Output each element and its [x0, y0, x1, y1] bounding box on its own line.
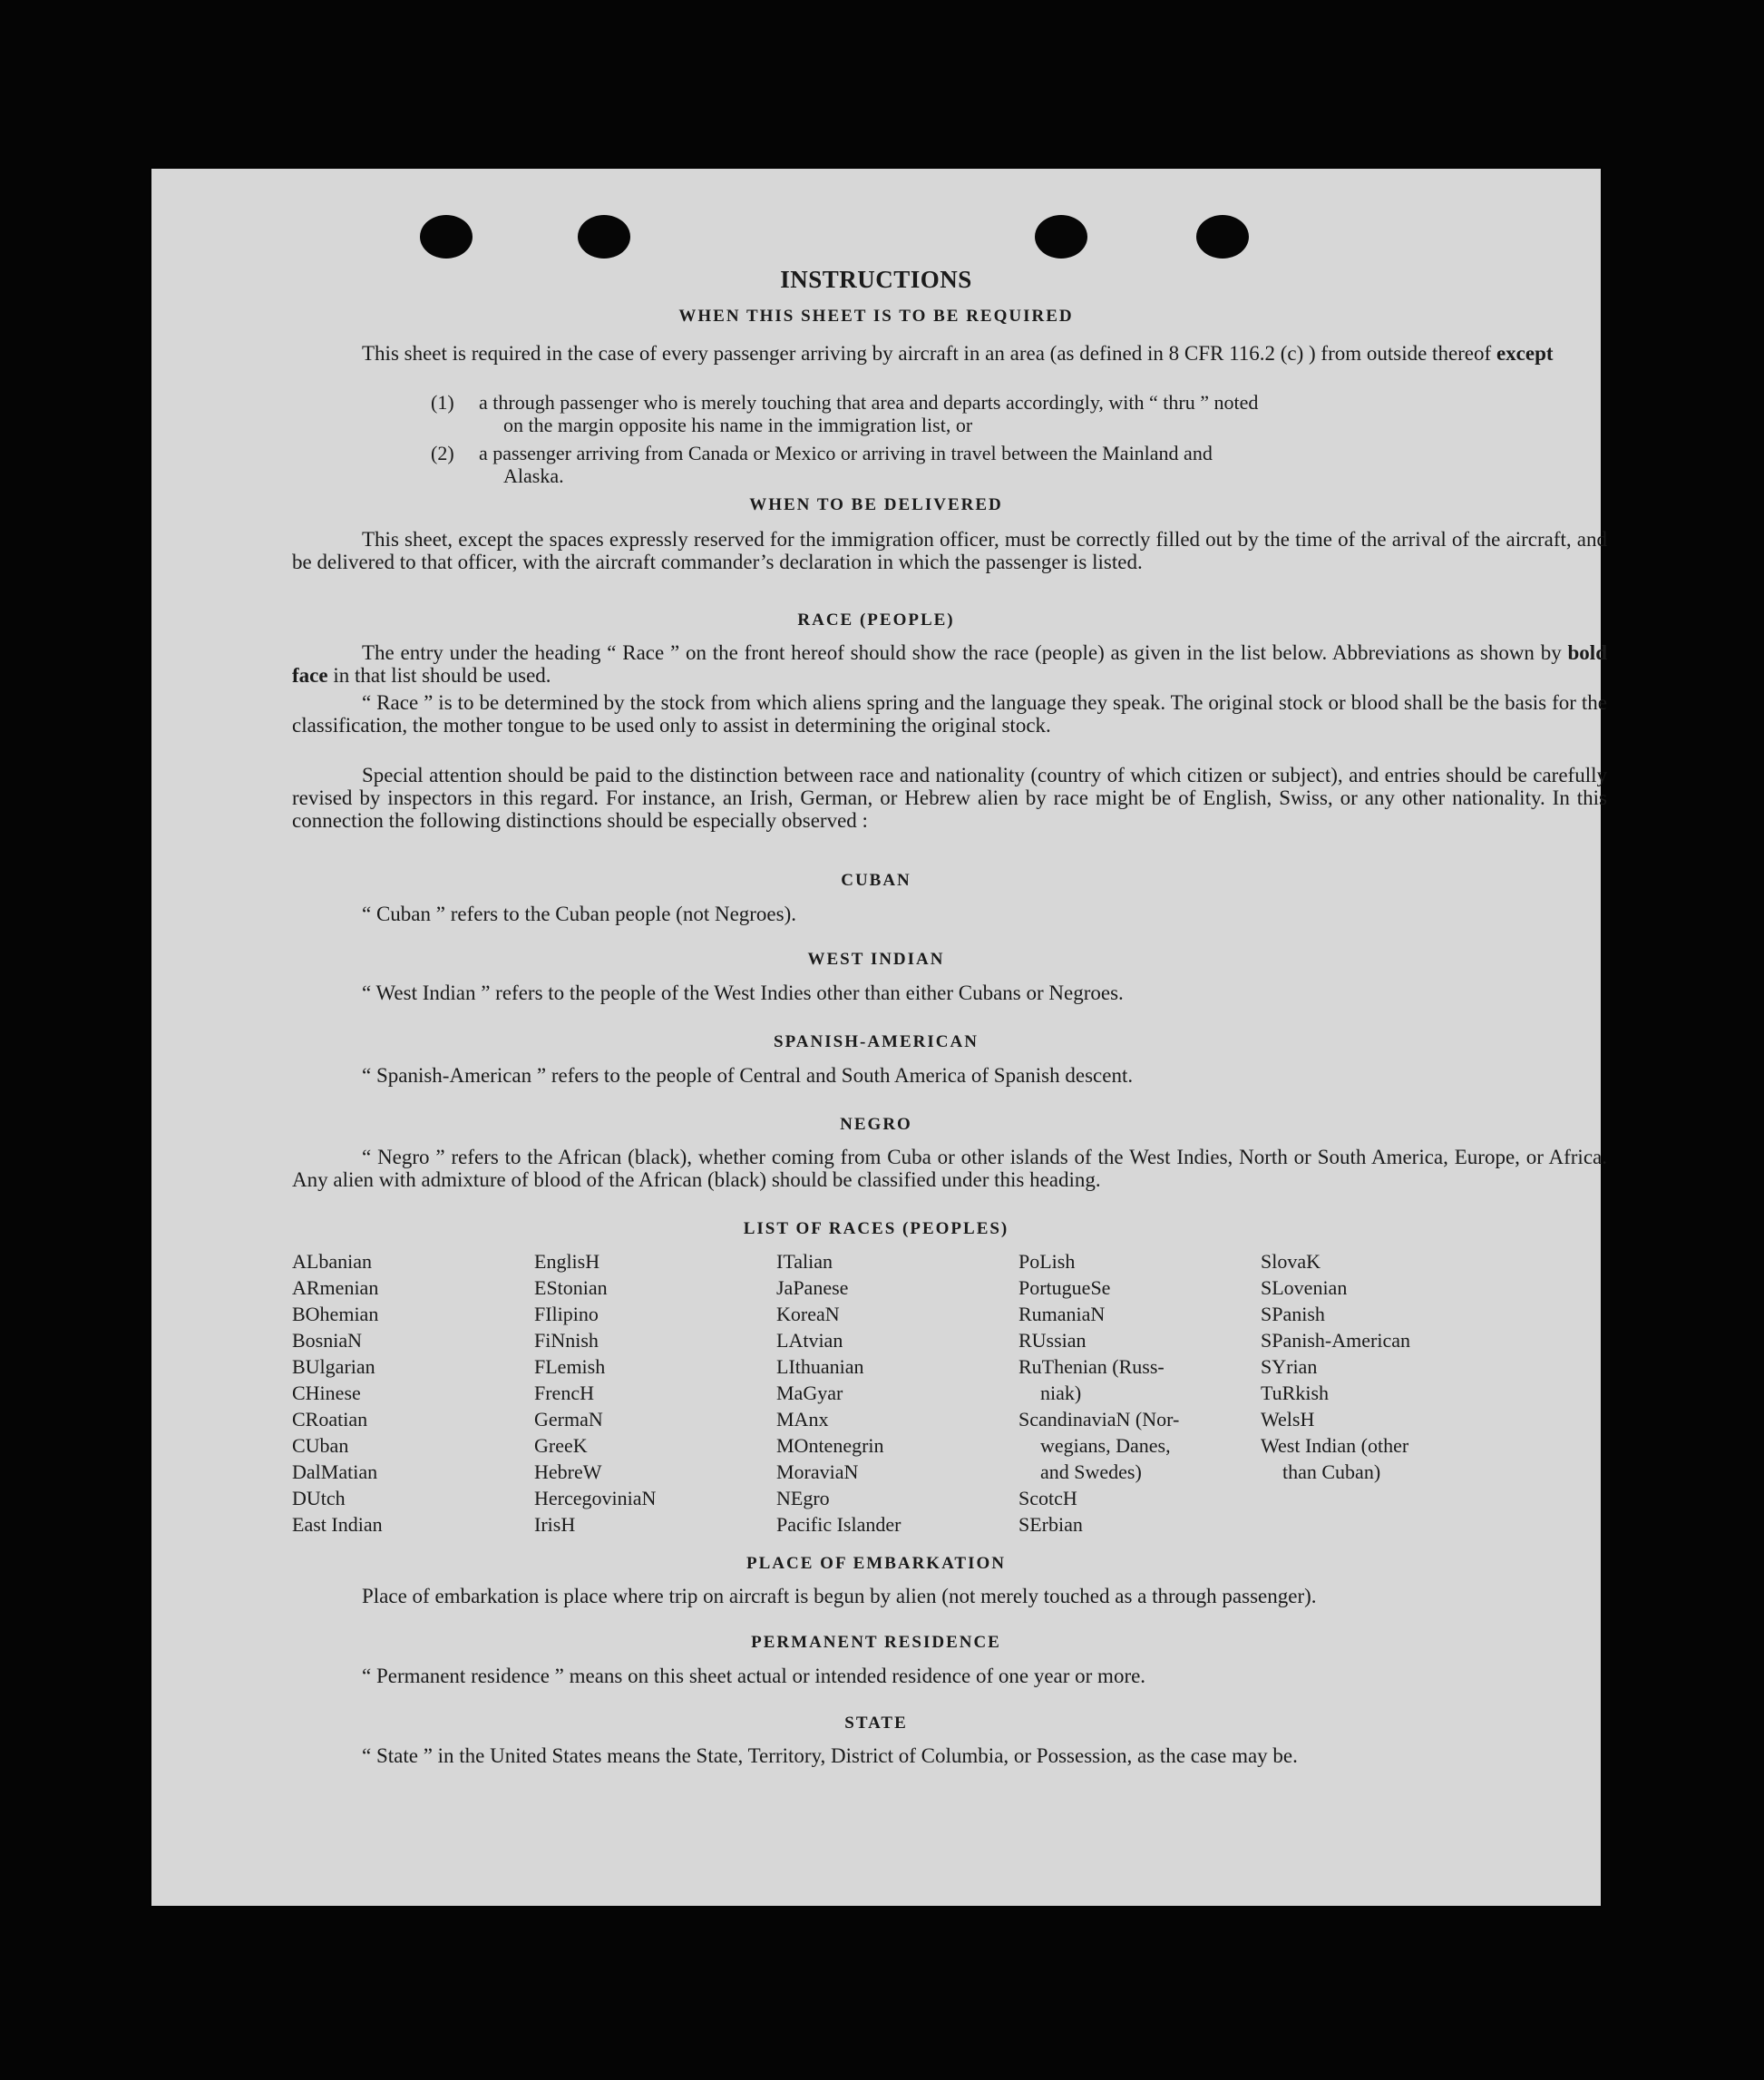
race-item: GermaN: [534, 1408, 603, 1431]
races-column: [1018, 1248, 1254, 1538]
race-item: MOntenegrin: [776, 1434, 884, 1457]
race-item: LAtvian: [776, 1329, 843, 1352]
heading-spanish-american: SPANISH-AMERICAN: [774, 1032, 979, 1051]
race-item: JaPanese: [776, 1276, 849, 1299]
race-item: SErbian: [1018, 1513, 1083, 1536]
race-item: BOhemian: [292, 1303, 379, 1325]
paragraph-west-indian: “ West Indian ” refers to the people of the West Indies other than either Cubans or Negroes.: [362, 981, 1124, 1004]
paragraph-residence: “ Permanent residence ” means on this sheet actual or intended residence of one year or more.: [362, 1665, 1146, 1687]
races-column: [292, 1248, 528, 1538]
punch-hole: [578, 215, 630, 259]
race-item: CUban: [292, 1434, 349, 1457]
races-column: [1261, 1248, 1496, 1485]
paragraph-state: “ State ” in the United States means the State, Territory, District of Columbia, or Possession, as the case may be.: [362, 1744, 1298, 1767]
race-bold: bold face: [292, 641, 1607, 687]
race-item: MAnx: [776, 1408, 829, 1431]
punch-hole: [420, 215, 473, 259]
punch-hole: [1196, 215, 1249, 259]
race-item: niak): [1040, 1382, 1082, 1404]
item-number: (1): [431, 391, 454, 414]
race-item: SLovenian: [1261, 1276, 1348, 1299]
race-item: RumaniaN: [1018, 1303, 1106, 1325]
race-item: KoreaN: [776, 1303, 840, 1325]
race-item: DUtch: [292, 1487, 346, 1509]
heading-cuban: CUBAN: [841, 871, 911, 890]
race-item: West Indian (other: [1261, 1434, 1409, 1457]
race-item: PortugueSe: [1018, 1276, 1111, 1299]
race-item: FLemish: [534, 1355, 606, 1378]
paragraph-race-1: [292, 641, 1607, 687]
race-item: FIlipino: [534, 1303, 599, 1325]
race-item: EnglisH: [534, 1250, 600, 1273]
race-item: TuRkish: [1261, 1382, 1330, 1404]
race-item: BosniaN: [292, 1329, 362, 1352]
paragraph-embarkation: Place of embarkation is place where trip on aircraft is begun by alien (not merely touched as a through passenger).: [362, 1585, 1317, 1607]
race-item: Pacific Islander: [776, 1513, 901, 1536]
race-item: ALbanian: [292, 1250, 372, 1273]
item-text: Alaska.: [503, 464, 564, 487]
heading-race: RACE (PEOPLE): [797, 610, 955, 630]
race-text: in that list should be used.: [327, 664, 551, 687]
race-item: SPanish: [1261, 1303, 1325, 1325]
page-title: INSTRUCTIONS: [780, 266, 972, 293]
list-item: [431, 391, 1465, 436]
race-item: FrencH: [534, 1382, 594, 1404]
race-item: wegians, Danes,: [1040, 1434, 1171, 1457]
paragraph-spanish-american: “ Spanish-American ” refers to the people of Central and South America of Spanish descent.: [362, 1064, 1134, 1087]
paragraph-delivered: This sheet, except the spaces expressly reserved for the immigration officer, must be correctly filled out by the time of the arrival of the aircraft, and be delivered to that officer, with the aircraft commander’s declaration in which the passenger is listed.: [292, 528, 1607, 573]
heading-negro: NEGRO: [840, 1115, 912, 1134]
race-item: BUlgarian: [292, 1355, 375, 1378]
race-item: ScotcH: [1018, 1487, 1077, 1509]
item-text: on the margin opposite his name in the immigration list, or: [503, 414, 973, 436]
race-item: FiNnish: [534, 1329, 599, 1352]
race-item: and Swedes): [1040, 1460, 1142, 1483]
race-item: than Cuban): [1282, 1460, 1381, 1483]
race-item: RuThenian (Russ-: [1018, 1355, 1165, 1378]
races-column: [776, 1248, 1012, 1538]
race-item: HebreW: [534, 1460, 602, 1483]
race-item: ARmenian: [292, 1276, 379, 1299]
race-item: ScandinaviaN (Nor-: [1018, 1408, 1180, 1431]
race-item: ITalian: [776, 1250, 833, 1273]
race-item: SPanish-American: [1261, 1329, 1410, 1352]
race-item: MoraviaN: [776, 1460, 859, 1483]
race-item: SYrian: [1261, 1355, 1318, 1378]
race-item: IrisH: [534, 1513, 576, 1536]
race-item: NEgro: [776, 1487, 830, 1509]
heading-delivered: WHEN TO BE DELIVERED: [749, 495, 1003, 514]
punch-hole: [1035, 215, 1087, 259]
race-text: The entry under the heading “ Race ” on the front hereof should show the race (people) as given in the list below. Abbreviations as shown by: [362, 641, 1568, 664]
race-item: EStonian: [534, 1276, 608, 1299]
heading-state: STATE: [844, 1714, 908, 1733]
paragraph-race-3: Special attention should be paid to the distinction between race and nationality (country of which citizen or subject), and entries should be carefully revised by inspectors in this regard. For instance, an Irish, German, or Hebrew alien by race might be of English, Swiss, or any other nationality. In this connection the following distinctions should be especially observed :: [292, 764, 1607, 832]
item-text: a passenger arriving from Canada or Mexico or arriving in travel between the Mainland and: [479, 442, 1213, 464]
race-item: GreeK: [534, 1434, 588, 1457]
heading-west-indian: WEST INDIAN: [807, 950, 945, 969]
heading-list-of-races: LIST OF RACES (PEOPLES): [743, 1219, 1009, 1238]
paragraph-race-2: “ Race ” is to be determined by the stock from which aliens spring and the language they speak. The original stock or blood shall be the basis for the classification, the mother tongue to be used only to assist in determining the original stock.: [292, 691, 1607, 737]
race-item: CHinese: [292, 1382, 361, 1404]
race-item: LIthuanian: [776, 1355, 864, 1378]
item-number: (2): [431, 442, 454, 464]
heading-embarkation: PLACE OF EMBARKATION: [746, 1554, 1006, 1573]
heading-required: WHEN THIS SHEET IS TO BE REQUIRED: [678, 307, 1074, 326]
race-item: CRoatian: [292, 1408, 368, 1431]
races-column: [534, 1248, 770, 1538]
race-item: DalMatian: [292, 1460, 378, 1483]
heading-residence: PERMANENT RESIDENCE: [751, 1633, 1001, 1652]
race-item: HercegoviniaN: [534, 1487, 657, 1509]
race-item: MaGyar: [776, 1382, 843, 1404]
instruction-sheet: [151, 169, 1607, 1906]
race-item: East Indian: [292, 1513, 383, 1536]
required-text: This sheet is required in the case of every passenger arriving by aircraft in an area (as defined in 8 CFR 116.2 (c) ) from outside thereof: [362, 342, 1496, 365]
list-item: [431, 442, 1465, 487]
paragraph-negro: “ Negro ” refers to the African (black), whether coming from Cuba or other islands of the West Indies, North or South America, Europe, or Africa. Any alien with admixture of blood of the African (black) should be classified under this heading.: [292, 1146, 1607, 1191]
race-item: PoLish: [1018, 1250, 1076, 1273]
paragraph-required: [292, 342, 1607, 365]
required-bold: except: [1496, 342, 1554, 365]
paragraph-cuban: “ Cuban ” refers to the Cuban people (not Negroes).: [362, 903, 797, 925]
race-item: RUssian: [1018, 1329, 1087, 1352]
item-text: a through passenger who is merely touching that area and departs accordingly, with “ thru ” noted: [479, 391, 1259, 414]
race-item: WelsH: [1261, 1408, 1315, 1431]
race-item: SlovaK: [1261, 1250, 1321, 1273]
